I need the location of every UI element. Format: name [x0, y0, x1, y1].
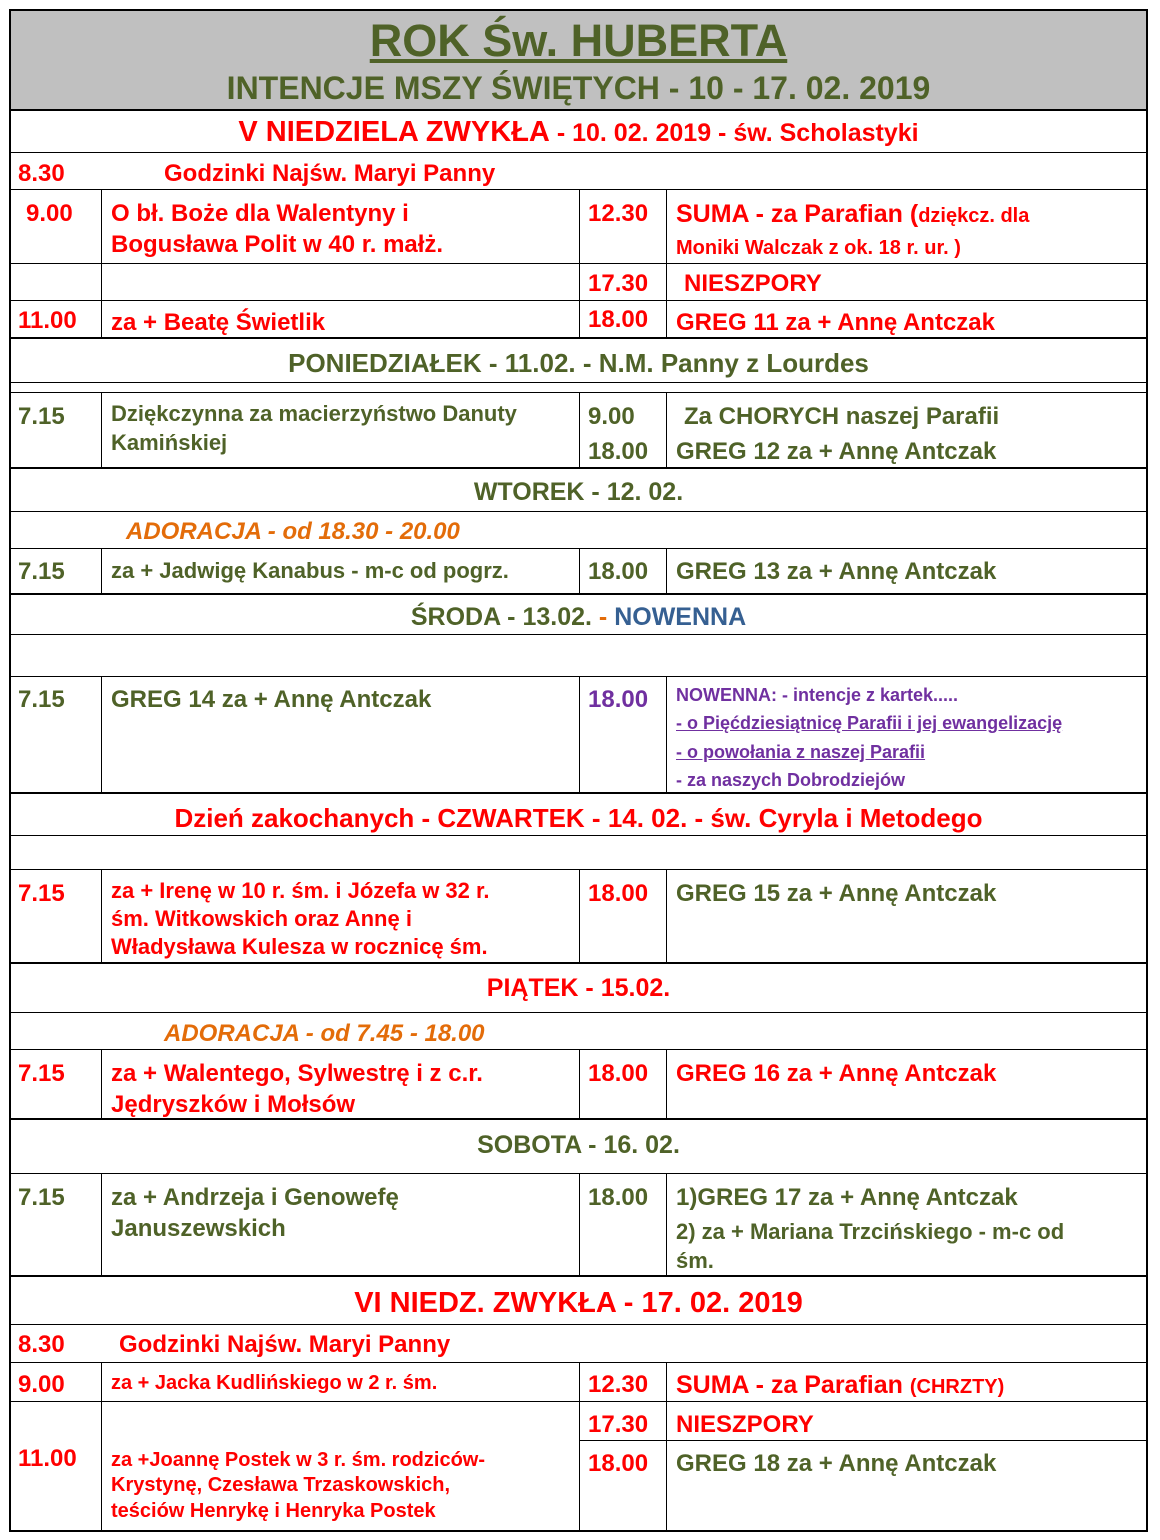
- mass-intention: GREG 13 za + Annę Antczak: [676, 558, 997, 585]
- mass-time: 18.00: [588, 1184, 649, 1211]
- mass-intention-line: Krystynę, Czesława Trzaskowskich,: [111, 1474, 451, 1496]
- mass-intention: GREG 12 za + Annę Antczak: [676, 438, 997, 465]
- mass-time: 18.00: [588, 306, 649, 333]
- table-rule: [101, 869, 102, 962]
- table-rule: [579, 1173, 580, 1275]
- table-rule: [579, 676, 580, 792]
- mass-intention: za + Beatę Świetlik: [111, 309, 326, 336]
- mass-intention-line: Kamińskiej: [111, 430, 228, 455]
- mass-intention-line: 2) za + Mariana Trzcińskiego - m-c od: [676, 1219, 1065, 1244]
- mass-intention: GREG 14 za + Annę Antczak: [111, 686, 432, 713]
- mass-intention: NIESZPORY: [676, 1411, 814, 1438]
- day-heading-monday: PONIEDZIAŁEK - 11.02. - N.M. Panny z Lourdes: [288, 348, 869, 378]
- table-rule: [579, 1440, 1148, 1441]
- novena-line: - za naszych Dobrodziejów: [676, 770, 906, 790]
- table-rule: [9, 467, 1148, 469]
- mass-time: 7.15: [18, 403, 65, 430]
- mass-time: 7.15: [18, 558, 65, 585]
- mass-intention-line: O bł. Boże dla Walentyny i: [111, 200, 409, 227]
- mass-intention: [676, 1373, 1004, 1398]
- mass-intention-line: śm.: [676, 1248, 714, 1273]
- table-rule: [9, 593, 1148, 595]
- table-rule: [579, 1362, 580, 1530]
- mass-intention: GREG 18 za + Annę Antczak: [676, 1450, 997, 1477]
- table-rule: [666, 676, 667, 792]
- mass-time: 9.00: [588, 403, 635, 430]
- table-rule: [9, 962, 1148, 964]
- mass-intention-line: Jędryszków i Mołsów: [111, 1091, 356, 1118]
- table-rule: [101, 1049, 102, 1118]
- table-rule: [9, 152, 1148, 153]
- mass-intention: Godzinki Najśw. Maryi Panny: [164, 160, 496, 187]
- mass-intention-line: Dziękczynna za macierzyństwo Danuty: [111, 401, 517, 426]
- mass-intention: NIESZPORY: [684, 270, 822, 297]
- mass-intention: 1)GREG 17 za + Annę Antczak: [676, 1184, 1018, 1211]
- table-rule: [666, 869, 667, 962]
- mass-intention-line: Januszewskich: [111, 1215, 286, 1242]
- mass-intention-line: Bogusława Polit w 40 r. małż.: [111, 231, 444, 258]
- table-rule: [9, 382, 1148, 383]
- mass-time: 8.30: [18, 160, 65, 187]
- day-heading-tuesday: WTOREK - 12. 02.: [473, 478, 684, 506]
- mass-time: 8.30: [18, 1331, 65, 1358]
- table-rule: [9, 1530, 1148, 1532]
- mass-intention: Godzinki Najśw. Maryi Panny: [119, 1331, 451, 1358]
- table-rule: [101, 392, 102, 467]
- mass-intention-line: teściów Henrykę i Henryka Postek: [111, 1500, 436, 1522]
- table-rule: [666, 392, 667, 467]
- mass-time: 11.00: [18, 1445, 77, 1472]
- table-rule: [9, 792, 1148, 794]
- adoration-note: ADORACJA - od 18.30 - 20.00: [126, 518, 460, 545]
- mass-intention-line: śm. Witkowskich oraz Annę i: [111, 906, 412, 931]
- page-subtitle: INTENCJE MSZY ŚWIĘTYCH - 10 - 17. 02. 2019: [226, 70, 931, 106]
- table-rule: [9, 9, 1148, 11]
- day-heading-date: ŚRODA - 13.02.: [410, 603, 599, 631]
- day-heading-date: - 10. 02. 2019 - św. Scholastyki: [549, 119, 919, 147]
- table-rule: [666, 1173, 667, 1275]
- intention-text: SUMA - za Parafian: [676, 200, 910, 228]
- table-rule: [9, 337, 1148, 339]
- table-rule: [9, 1012, 1148, 1013]
- mass-time: 18.00: [588, 686, 649, 713]
- table-rule: [666, 548, 667, 593]
- intention-note: (CHRZTY): [909, 1376, 1005, 1398]
- day-heading-title: V NIEDZIELA ZWYKŁA: [238, 116, 550, 148]
- day-heading-sunday-2: VI NIEDZ. ZWYKŁA - 17. 02. 2019: [354, 1287, 803, 1319]
- table-rule: [579, 1049, 580, 1118]
- mass-intention: GREG 16 za + Annę Antczak: [676, 1060, 997, 1087]
- mass-intention: za + Jacka Kudlińskiego w 2 r. śm.: [111, 1372, 438, 1394]
- mass-time: 18.00: [588, 1060, 649, 1087]
- intention-note: Moniki Walczak z ok. 18 r. ur. ): [676, 237, 961, 259]
- mass-intention: [676, 202, 1029, 227]
- mass-time: 7.15: [18, 880, 65, 907]
- table-rule: [579, 189, 580, 337]
- day-heading-saturday: SOBOTA - 16. 02.: [477, 1131, 680, 1159]
- mass-time: 7.15: [18, 1060, 65, 1087]
- table-rule: [101, 676, 102, 792]
- table-rule: [101, 1173, 102, 1275]
- mass-intention-line: za + Andrzeja i Genowefę: [111, 1184, 399, 1211]
- mass-time: 17.30: [588, 1411, 649, 1438]
- mass-time: 7.15: [18, 686, 65, 713]
- mass-time: 7.15: [18, 1184, 65, 1211]
- table-rule: [9, 1324, 1148, 1325]
- table-rule: [101, 189, 102, 337]
- novena-line: NOWENNA: - intencje z kartek.....: [676, 685, 959, 705]
- day-heading-dash: -: [598, 603, 615, 631]
- novena-line: - o powołania z naszej Parafii: [676, 742, 926, 762]
- table-rule: [579, 548, 580, 593]
- adoration-note: ADORACJA - od 7.45 - 18.00: [164, 1020, 485, 1047]
- day-heading-thursday: Dzień zakochanych - CZWARTEK - 14. 02. - św. Cyryla i Metodego: [174, 803, 983, 833]
- novena-line: - o Pięćdziesiątnicę Parafii i jej ewangelizację: [676, 713, 1063, 733]
- table-rule: [9, 1275, 1148, 1277]
- table-rule: [9, 1118, 1148, 1120]
- mass-intention-line: Władysława Kulesza w rocznicę śm.: [111, 934, 488, 959]
- table-rule: [579, 869, 580, 962]
- mass-intention: GREG 15 za + Annę Antczak: [676, 880, 997, 907]
- day-heading-friday: PIĄTEK - 15.02.: [486, 974, 671, 1002]
- mass-time: 18.00: [588, 1450, 649, 1477]
- table-rule: [9, 634, 1148, 635]
- mass-time: 9.00: [18, 1371, 65, 1398]
- mass-time: 9.00: [26, 200, 73, 227]
- intention-note: dziękcz. dla: [918, 205, 1030, 227]
- table-rule: [9, 511, 1148, 512]
- mass-intention-line: za +Joannę Postek w 3 r. śm. rodziców-: [111, 1449, 486, 1471]
- mass-time: 18.00: [588, 438, 649, 465]
- day-heading-novena: NOWENNA: [614, 603, 747, 631]
- mass-intention: GREG 11 za + Annę Antczak: [676, 309, 995, 336]
- intention-paren: (: [909, 200, 919, 228]
- mass-intention-line: za + Irenę w 10 r. śm. i Józefa w 32 r.: [111, 878, 490, 903]
- table-rule: [9, 109, 1148, 111]
- intention-text: SUMA - za Parafian: [676, 1371, 910, 1399]
- day-heading-wednesday: [10, 605, 1147, 630]
- mass-time: 18.00: [588, 880, 649, 907]
- day-heading-sunday-1: [10, 118, 1147, 147]
- table-rule: [579, 392, 580, 467]
- mass-time: 12.30: [588, 1371, 649, 1398]
- table-rule: [9, 835, 1148, 836]
- mass-time: 18.00: [588, 558, 649, 585]
- mass-intention: za + Jadwigę Kanabus - m-c od pogrz.: [111, 558, 509, 583]
- mass-time: 11.00: [18, 307, 77, 334]
- mass-time: 17.30: [588, 270, 649, 297]
- mass-intention-line: za + Walentego, Sylwestrę i z c.r.: [111, 1060, 483, 1087]
- page-title: ROK Św. HUBERTA: [369, 15, 788, 66]
- table-rule: [666, 1049, 667, 1118]
- table-rule: [666, 189, 667, 337]
- table-rule: [101, 548, 102, 593]
- table-rule: [101, 1362, 102, 1530]
- mass-intention: Za CHORYCH naszej Parafii: [684, 403, 1000, 430]
- mass-time: 12.30: [588, 200, 649, 227]
- table-rule: [666, 1362, 667, 1530]
